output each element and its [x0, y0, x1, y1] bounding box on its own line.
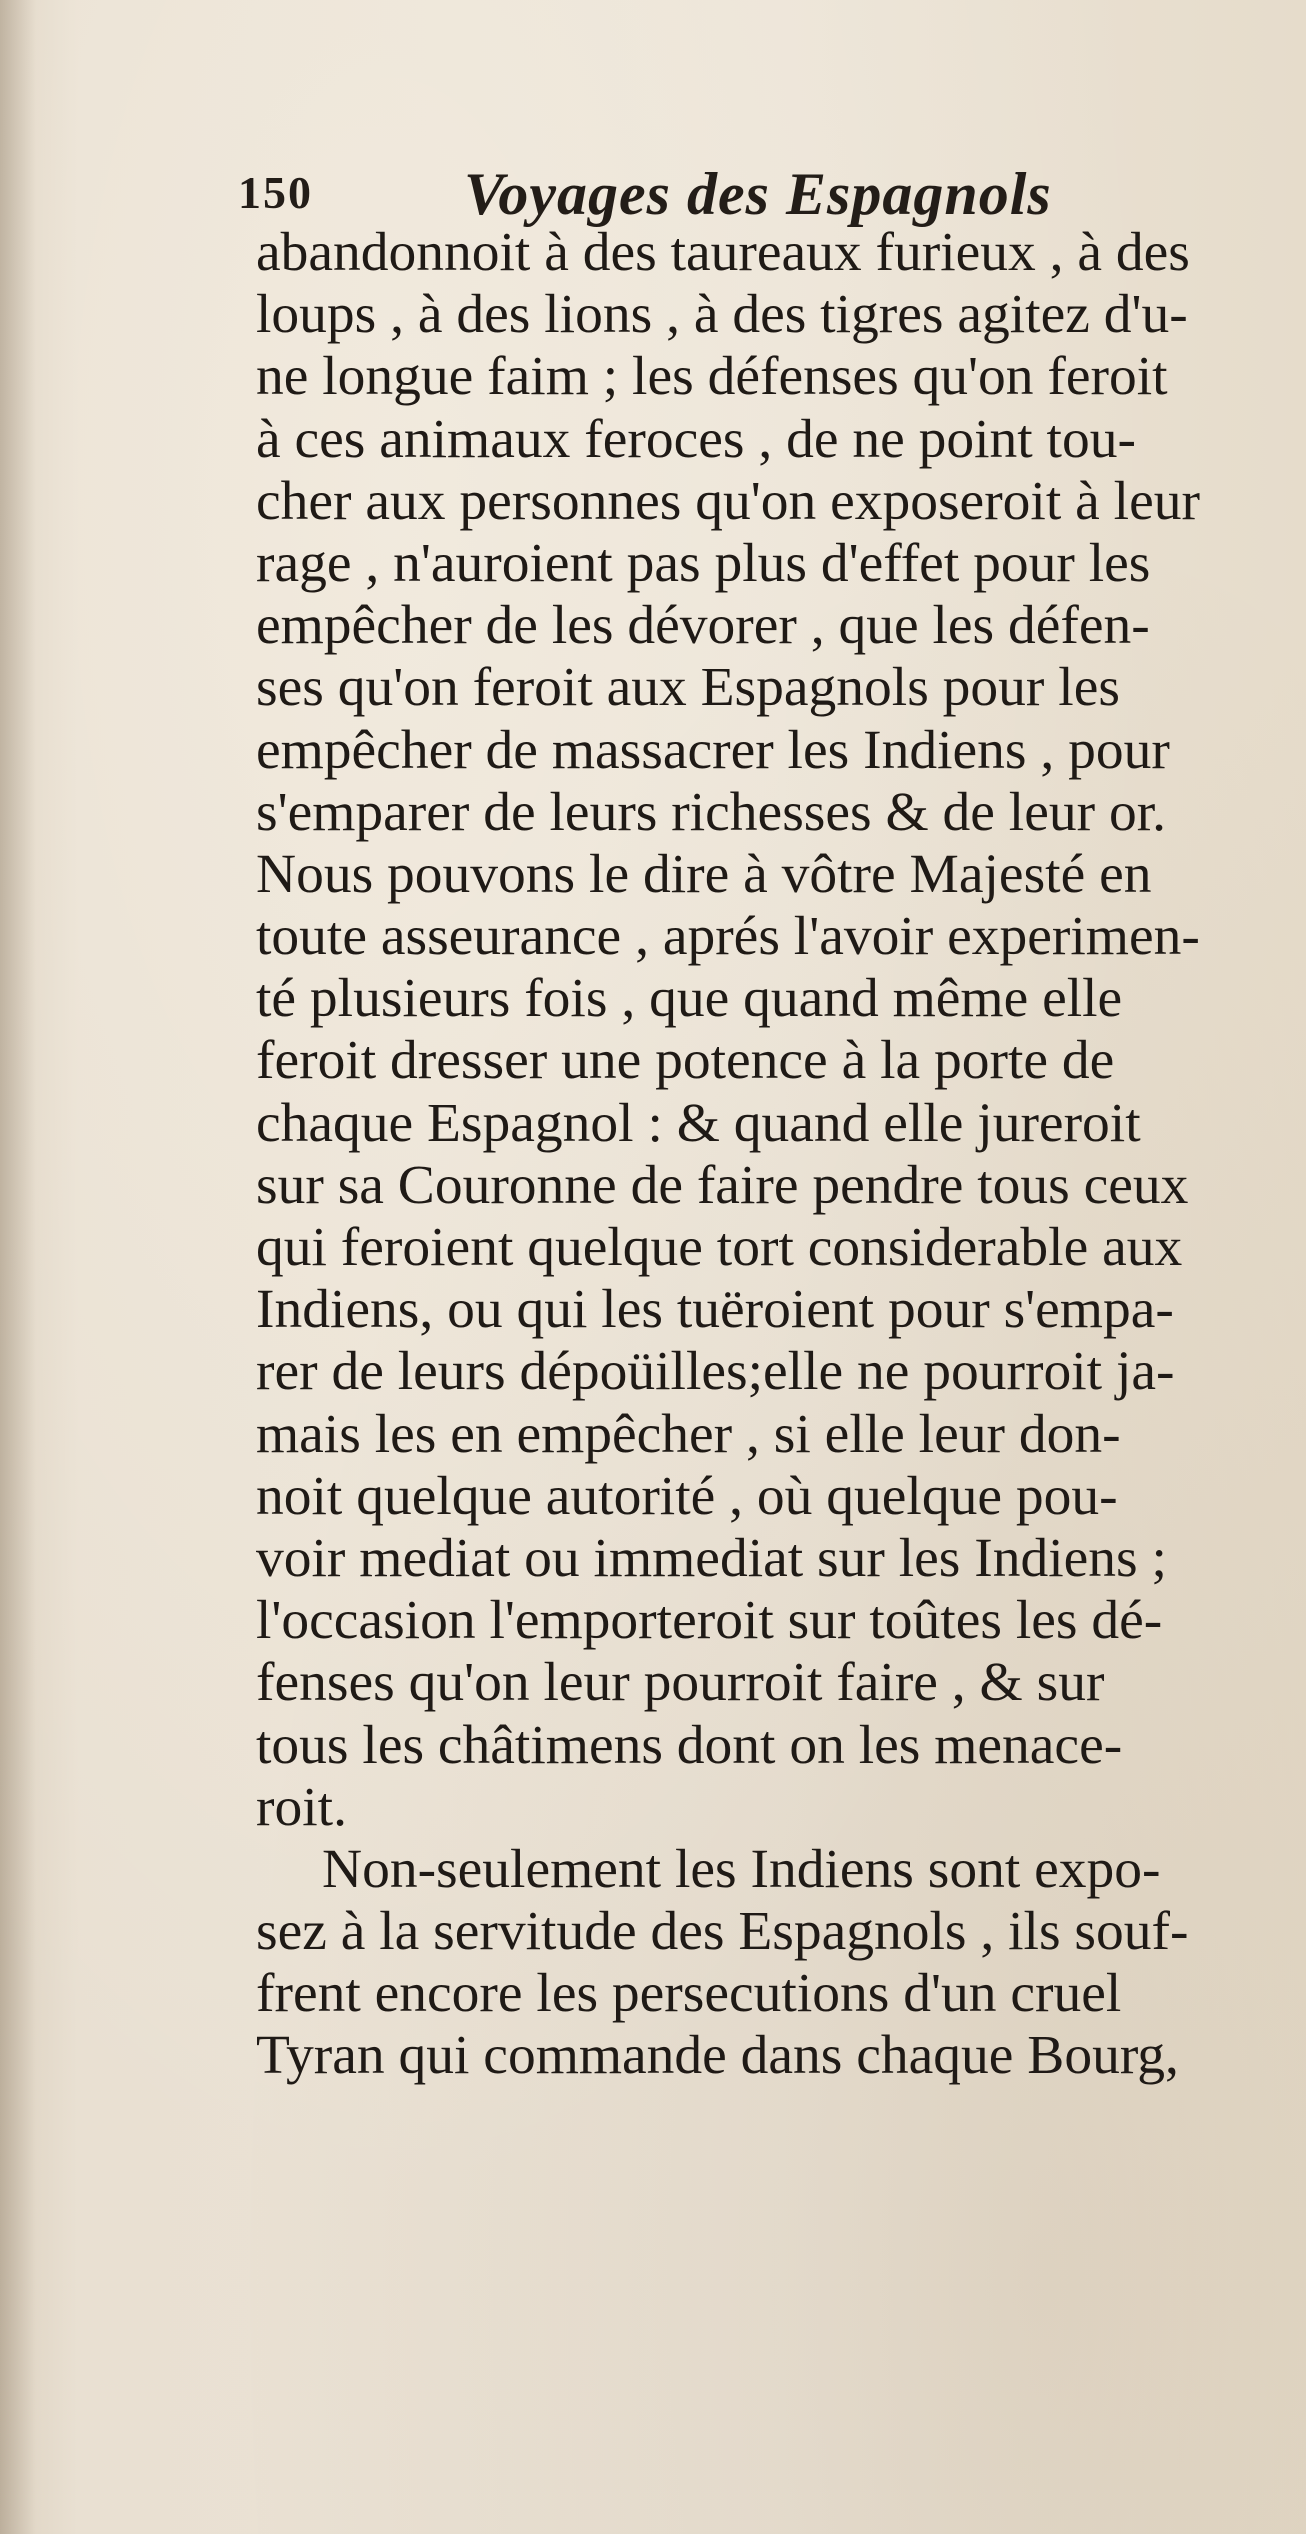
text-line: noit quelque autorité , où quelque pou-	[256, 1465, 1118, 1527]
paragraph-start-line: Non-seulement les Indiens sont expo-	[322, 1838, 1161, 1900]
text-line: l'occasion l'emporteroit sur toûtes les dé-	[256, 1590, 1163, 1652]
text-line: Tyran qui commande dans chaque Bourg,	[256, 2025, 1179, 2087]
text-line: s'emparer de leurs richesses & de leur or.	[256, 781, 1167, 843]
text-line: Indiens, ou qui les tuëroient pour s'empa-	[256, 1279, 1174, 1341]
text-line: à ces animaux feroces , de ne point tou-	[256, 408, 1136, 470]
text-line: feroit dresser une potence à la porte de	[256, 1030, 1115, 1092]
text-line: empêcher de les dévorer , que les défen-	[256, 595, 1150, 657]
text-line: tous les châtimens dont on les menace-	[256, 1714, 1123, 1776]
text-line: fenses qu'on leur pourroit faire , & sur	[256, 1652, 1105, 1714]
text-line: cher aux personnes qu'on exposeroit à leur	[256, 470, 1200, 532]
text-line: mais les en empêcher , si elle leur don-	[256, 1403, 1121, 1465]
text-line: sur sa Couronne de faire pendre tous ceux	[256, 1154, 1189, 1216]
text-line: toute asseurance , aprés l'avoir experimen-	[256, 906, 1200, 968]
text-line: empêcher de massacrer les Indiens , pour	[256, 719, 1170, 781]
text-line: roit.	[256, 1776, 347, 1838]
text-line: té plusieurs fois , que quand même elle	[256, 968, 1123, 1030]
body-text	[256, 222, 1236, 2088]
text-line: qui feroient quelque tort considerable aux	[256, 1217, 1183, 1278]
text-line: loups , à des lions , à des tigres agitez d'u-	[256, 284, 1188, 346]
page-number: 150	[238, 167, 313, 218]
text-line: voir mediat ou immediat sur les Indiens ;	[256, 1527, 1167, 1589]
text-line: abandonnoit à des taureaux furieux , à des	[256, 222, 1190, 283]
page-header	[238, 160, 1138, 230]
text-line: sez à la servitude des Espagnols , ils souf-	[256, 1901, 1189, 1963]
running-title: Voyages des Espagnols	[464, 161, 1052, 227]
text-line: Nous pouvons le dire à vôtre Majesté en	[256, 843, 1152, 905]
text-line: rer de leurs dépoüilles;elle ne pourroit ja-	[256, 1341, 1175, 1403]
text-line: rage , n'auroient pas plus d'effet pour les	[256, 532, 1151, 594]
text-line: chaque Espagnol : & quand elle jureroit	[256, 1092, 1141, 1154]
gutter-shadow	[0, 0, 36, 2534]
text-line: frent encore les persecutions d'un cruel	[256, 1963, 1122, 2025]
text-line: ne longue faim ; les défenses qu'on feroit	[256, 346, 1168, 408]
text-line: ses qu'on feroit aux Espagnols pour les	[256, 657, 1120, 719]
